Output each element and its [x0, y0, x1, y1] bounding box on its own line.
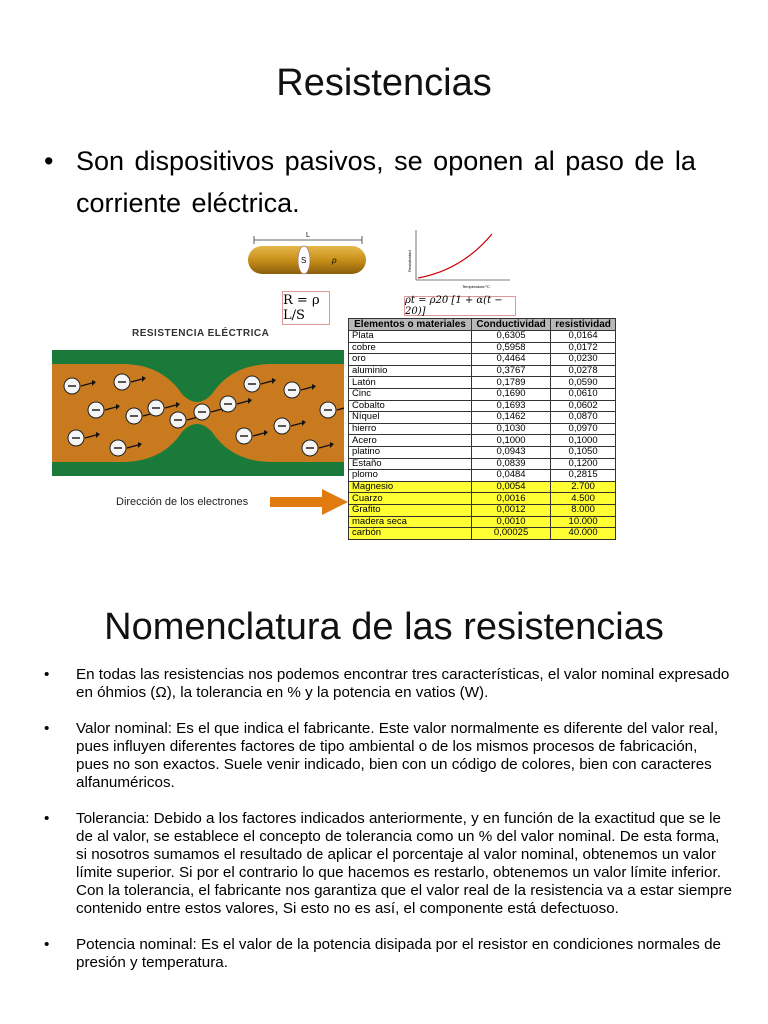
table-row: [349, 423, 616, 435]
resistivity-formula: ρt = ρ20 [1 + α(t − 20)]: [404, 296, 516, 316]
direction-arrow-icon: [270, 488, 348, 516]
material-cell: hierro: [349, 423, 472, 435]
bullet-text: Potencia nominal: Es el valor de la potencia disipada por el resistor en condiciones normales de presión y temperatura.: [76, 936, 721, 971]
conductivity-cell: 0,0016: [471, 493, 550, 505]
length-label: L: [306, 232, 310, 239]
material-cell: Acero: [349, 435, 472, 447]
material-cell: Cobalto: [349, 400, 472, 412]
table-row: [349, 446, 616, 458]
section-title: Nomenclatura de las resistencias: [104, 606, 664, 648]
material-cell: Plata: [349, 331, 472, 343]
materials-table: [348, 318, 616, 540]
resistivity-cell: 0,0602: [551, 400, 616, 412]
material-cell: Cuarzo: [349, 493, 472, 505]
resistivity-cell: 0,0278: [551, 365, 616, 377]
electric-resistance-label: RESISTENCIA ELÉCTRICA: [132, 328, 270, 339]
resistivity-cell: 8.000: [551, 504, 616, 516]
conductivity-cell: 0,6305: [471, 331, 550, 343]
bullet-dot: •: [44, 666, 50, 683]
conductivity-cell: 0,0943: [471, 446, 550, 458]
table-row: [349, 481, 616, 493]
header-resistivity: resistividad: [551, 319, 616, 331]
conductivity-cell: 0,0484: [471, 470, 550, 482]
conductivity-cell: 0,4464: [471, 354, 550, 366]
conductivity-cell: 0,3767: [471, 365, 550, 377]
list-item: [44, 720, 734, 792]
conductivity-cell: 0,1462: [471, 412, 550, 424]
resistivity-cell: 0,2815: [551, 470, 616, 482]
conductivity-cell: 0,1690: [471, 388, 550, 400]
resistivity-cell: 0,0164: [551, 331, 616, 343]
header-materials: Elementos o materiales: [349, 319, 472, 331]
material-cell: plomo: [349, 470, 472, 482]
bullet-text: En todas las resistencias nos podemos encontrar tres características, el valor nominal expresado en óhmios (Ω), la tolerancia en % y la potencia en vatios (W).: [76, 666, 730, 701]
table-row: [349, 354, 616, 366]
material-cell: oro: [349, 354, 472, 366]
graph-x-label: Temperatura ºC: [462, 284, 490, 289]
conductivity-cell: 0,1000: [471, 435, 550, 447]
resistance-formula: R = ρ L/S: [282, 291, 330, 325]
material-cell: cobre: [349, 342, 472, 354]
intro-bullet-text: Son dispositivos pasivos, se oponen al paso de la corriente eléctrica.: [76, 146, 696, 218]
table-row: [349, 412, 616, 424]
bullet-dot: •: [44, 936, 50, 953]
resistivity-cell: 0,0610: [551, 388, 616, 400]
slide-title: Resistencias: [276, 62, 492, 104]
resistivity-cell: 2.700: [551, 481, 616, 493]
material-cell: Latón: [349, 377, 472, 389]
resistivity-cell: 0,0970: [551, 423, 616, 435]
table-row: [349, 331, 616, 343]
table-row: [349, 504, 616, 516]
material-cell: Magnesio: [349, 481, 472, 493]
conductivity-cell: 0,0010: [471, 516, 550, 528]
table-row: [349, 528, 616, 540]
table-row: [349, 342, 616, 354]
table-row: [349, 365, 616, 377]
resistivity-cell: 10.000: [551, 516, 616, 528]
table-row: [349, 435, 616, 447]
bullet-text: Tolerancia: Debido a los factores indicados anteriormente, y en función de la exactitud que se le de al valor, se establece el concepto de tolerancia como un % del valor nominal. De esta forma, si nosotros sumamos el resultado de aplicar el porcentaje al valor nominal, obtenemos un valor límite superior. Si por el contrario lo que hacemos es restarlo, obtenemos un valor límite inferior. Con la tolerancia, el fabricante nos garantiza que el valor real de la resistencia va a estar siempre contenido entre estos valores, Si esto no es así, el componente está defectuoso.: [76, 810, 732, 917]
section-label: S: [301, 256, 307, 265]
bullet-text: Valor nominal: Es el que indica el fabricante. Este valor normalmente es diferente del valor real, pues influyen diferentes factores de tipo ambiental o de los mismos procesos de fabricación, pues no son exactos. Suele venir indicado, bien con un código de colores, bien con caracteres alfanuméricos.: [76, 720, 719, 791]
table-header-row: [349, 319, 616, 331]
table-row: [349, 377, 616, 389]
material-cell: platino: [349, 446, 472, 458]
graph-y-label: Resistividad: [407, 250, 412, 272]
material-cell: Cinc: [349, 388, 472, 400]
resistivity-cell: 0,0590: [551, 377, 616, 389]
table-row: [349, 493, 616, 505]
conductivity-cell: 0,00025: [471, 528, 550, 540]
resistor-cylinder-illustration: [240, 226, 380, 282]
rho-label: ρ: [332, 256, 337, 265]
table-row: [349, 458, 616, 470]
resistivity-temperature-graph: [402, 226, 514, 292]
resistivity-cell: 40.000: [551, 528, 616, 540]
electron-flow-illustration: [52, 350, 344, 476]
conductivity-cell: 0,1693: [471, 400, 550, 412]
list-item: [44, 810, 734, 918]
resistivity-cell: 0,0870: [551, 412, 616, 424]
bullet-dot: •: [44, 146, 54, 176]
resistivity-cell: 4.500: [551, 493, 616, 505]
table-row: [349, 516, 616, 528]
resistivity-cell: 0,1200: [551, 458, 616, 470]
resistivity-cell: 0,0172: [551, 342, 616, 354]
conductivity-cell: 0,0839: [471, 458, 550, 470]
material-cell: Grafito: [349, 504, 472, 516]
conductivity-cell: 0,5958: [471, 342, 550, 354]
material-cell: madera seca: [349, 516, 472, 528]
table-row: [349, 400, 616, 412]
header-conductivity: Conductividad: [471, 319, 550, 331]
conductivity-cell: 0,1030: [471, 423, 550, 435]
intro-bullet: [44, 140, 734, 224]
conductivity-cell: 0,0012: [471, 504, 550, 516]
conductivity-cell: 0,1789: [471, 377, 550, 389]
material-cell: Níquel: [349, 412, 472, 424]
resistivity-cell: 0,1050: [551, 446, 616, 458]
bullet-dot: •: [44, 720, 50, 737]
material-cell: aluminio: [349, 365, 472, 377]
resistivity-cell: 0,0230: [551, 354, 616, 366]
conductivity-cell: 0,0054: [471, 481, 550, 493]
list-item: [44, 936, 734, 972]
list-item: [44, 666, 734, 702]
electron-direction-label: Dirección de los electrones: [116, 496, 249, 508]
resistivity-cell: 0,1000: [551, 435, 616, 447]
bullet-dot: •: [44, 810, 50, 827]
table-row: [349, 388, 616, 400]
material-cell: Estaño: [349, 458, 472, 470]
nomenclature-bullets: [44, 666, 734, 990]
material-cell: carbón: [349, 528, 472, 540]
table-row: [349, 470, 616, 482]
